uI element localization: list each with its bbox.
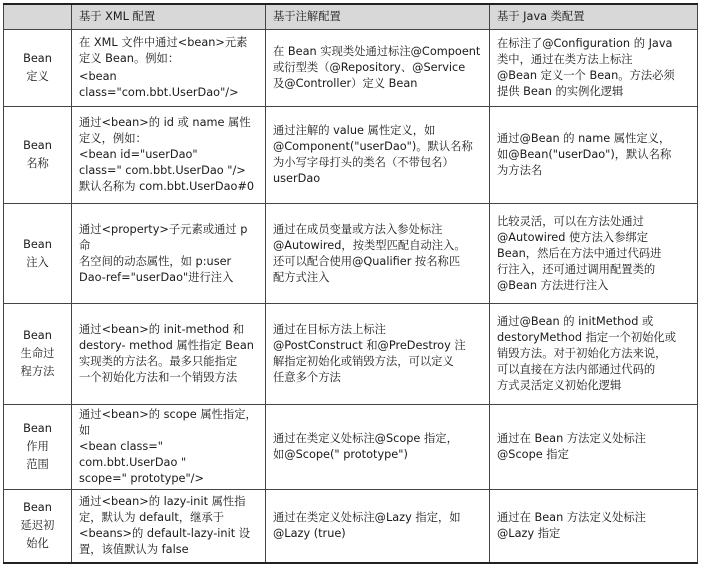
header-annotation: 基于注解配置 <box>266 4 490 30</box>
cell-java: 比较灵活，可以在方法处通过 @Autowired 使方法入参绑定 Bean，然后在方法中通过代码进 行注入，还可通过调用配置类的 @Bean 方法进行注入 <box>490 204 698 304</box>
table-row-bean-lazy-init <box>4 490 698 564</box>
cell-xml: 通过<bean>的 id 或 name 属性 定义，例如： <bean id="userDao" class=" com.bbt.UserDao "/> 默认名称为 com.bbt.UserDao#0 <box>72 107 266 204</box>
cell-java: 通过在 Bean 方法定义处标注 @Lazy 指定 <box>490 490 698 564</box>
table-row-bean-name <box>4 107 698 204</box>
header-java: 基于 Java 类配置 <box>490 4 698 30</box>
cell-java: 通过@Bean 的 initMethod 或 destoryMethod 指定一个初始化或 销毁方法。对于初始化方法来说， 可以直接在方法内部通过代码的 方式灵活定义初始化逻辑 <box>490 304 698 405</box>
header-corner <box>4 4 72 30</box>
cell-annotation: 通过注解的 value 属性定义，如 @Component("userDao")。默认名称 为小写字母打头的类名（不带包名） userDao <box>266 107 490 204</box>
cell-annotation: 通过在成员变量或方法入参处标注 @Autowired，按类型匹配自动注入。 还可以配合使用@Qualifier 按名称匹 配方式注入 <box>266 204 490 304</box>
cell-xml: 通过<bean>的 lazy-init 属性指 定，默认为 default，继承于 <beans>的 default-lazy-init 设 置，该值默认为 false <box>72 490 266 564</box>
cell-xml: 通过<bean>的 init-method 和 destory- method 属性指定 Bean 实现类的方法名。最多只能指定 一个初始化方法和一个销毁方法 <box>72 304 266 405</box>
row-label: Bean 名称 <box>4 107 72 204</box>
cell-annotation: 在 Bean 实现类处通过标注@Compoent 或衍型类（@Repository、@Service 及@Controller）定义 Bean <box>266 30 490 107</box>
cell-java: 在标注了@Configuration 的 Java 类中，通过在类方法上标注 @Bean 定义一个 Bean。方法必须 提供 Bean 的实例化逻辑 <box>490 30 698 107</box>
table-row-bean-scope <box>4 405 698 490</box>
table-row-bean-lifecycle <box>4 304 698 405</box>
header-row <box>4 4 698 30</box>
row-label: Bean 延迟初 始化 <box>4 490 72 564</box>
header-xml: 基于 XML 配置 <box>72 4 266 30</box>
comparison-table <box>3 3 698 564</box>
row-label: Bean 定义 <box>4 30 72 107</box>
table-row-bean-injection <box>4 204 698 304</box>
cell-annotation: 通过在类定义处标注@Scope 指定， 如@Scope(" prototype") <box>266 405 490 490</box>
table-row-bean-definition <box>4 30 698 107</box>
cell-xml: 通过<property>子元素或通过 p 命 名空间的动态属性，如 p:user Dao-ref="userDao"进行注入 <box>72 204 266 304</box>
cell-annotation: 通过在目标方法上标注 @PostConstruct 和@PreDestroy 注 解指定初始化或销毁方法，可以定义 任意多个方法 <box>266 304 490 405</box>
cell-xml: 通过<bean>的 scope 属性指定，如 <bean class=" com.bbt.UserDao " scope=" prototype"/> <box>72 405 266 490</box>
row-label: Bean 生命过 程方法 <box>4 304 72 405</box>
cell-java: 通过@Bean 的 name 属性定义， 如@Bean("userDao")，默认名称 为方法名 <box>490 107 698 204</box>
cell-annotation: 通过在类定义处标注@Lazy 指定，如 @Lazy (true) <box>266 490 490 564</box>
cell-xml: 在 XML 文件中通过<bean>元素 定义 Bean。例如： <bean class="com.bbt.UserDao"/> <box>72 30 266 107</box>
row-label: Bean 作用 范围 <box>4 405 72 490</box>
row-label: Bean 注入 <box>4 204 72 304</box>
cell-java: 通过在 Bean 方法定义处标注 @Scope 指定 <box>490 405 698 490</box>
